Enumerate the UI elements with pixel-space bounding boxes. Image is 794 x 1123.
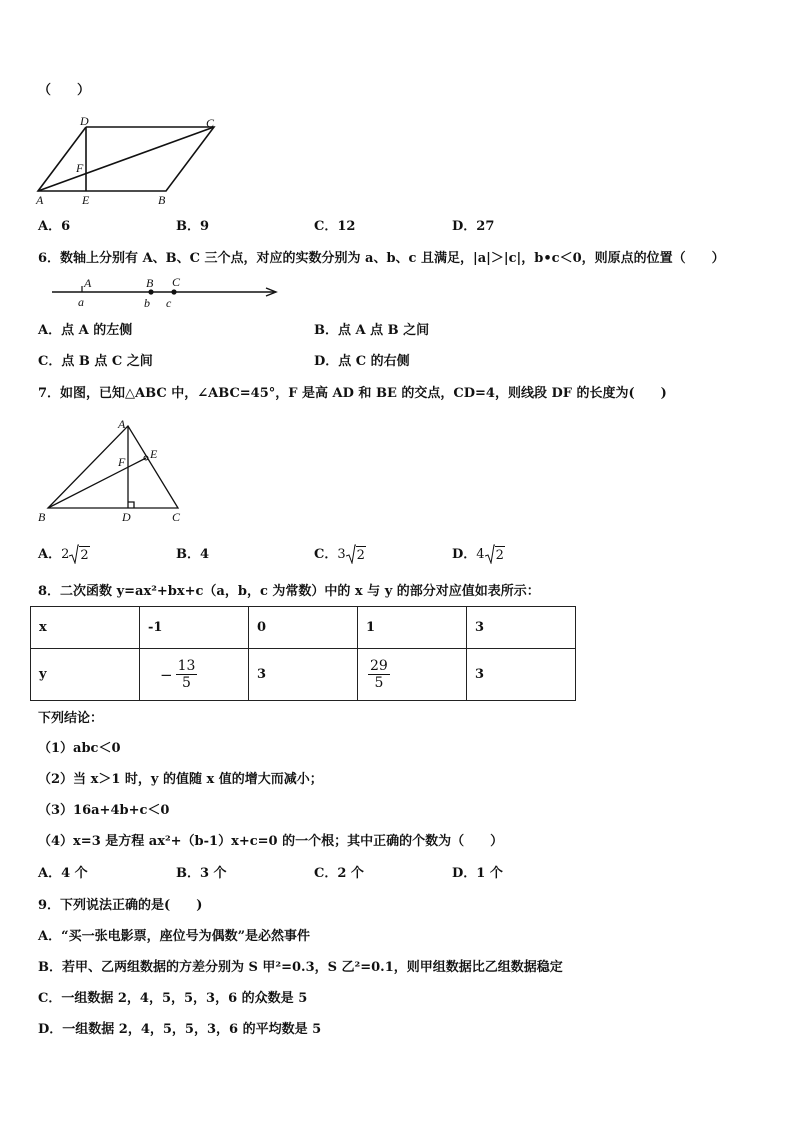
q5-option-b: B．9 [176, 219, 210, 234]
q7-label-D: D [122, 510, 131, 524]
q6-label-b: b [144, 296, 150, 310]
q8-stem: 8．二次函数 y=ax²+bx+c（a，b，c 为常数）中的 x 与 y 的部分对应值如表所示： [38, 584, 540, 599]
q9-option-a: A．“买一张电影票，座位号为偶数”是必然事件 [38, 929, 311, 944]
table-cell [358, 649, 467, 701]
q6-label-c: c [166, 296, 172, 310]
table-cell: 1 [358, 607, 467, 649]
q6-option-d: D．点 C 的右侧 [314, 354, 410, 369]
q7-label-E: E [150, 447, 158, 461]
q8-conclusions-title: 下列结论： [38, 711, 104, 726]
q8-value-table [30, 606, 576, 701]
sqrt-expression: 4 2 [476, 544, 505, 564]
radical-sign-icon [69, 544, 79, 564]
q5-option-d: D．27 [452, 219, 495, 234]
q5-paren: （ ） [38, 83, 91, 98]
q8-conclusion-3: （3）16a+4b+c＜0 [38, 803, 170, 818]
q6-option-b: B．点 A 点 B 之间 [314, 323, 430, 338]
q9-stem: 9．下列说法正确的是( ) [38, 898, 203, 913]
q6-label-B: B [146, 276, 154, 290]
fraction: $\frac{29}{5}$ [370, 658, 388, 691]
q5-label-E: E [82, 193, 90, 207]
q7-option-d: D． 4 2 [452, 544, 505, 564]
q6-option-c: C．点 B 点 C 之间 [38, 354, 153, 369]
q5-label-D: D [80, 114, 89, 128]
table-row [31, 649, 576, 701]
q6-label-a: a [78, 295, 84, 309]
table-cell: 3 [249, 649, 358, 701]
q9-option-b: B．若甲、乙两组数据的方差分别为 S 甲²=0.3，S 乙²=0.1，则甲组数据比乙组数据稳定 [38, 960, 563, 975]
radical-sign-icon [346, 544, 356, 564]
table-cell: 3 [467, 607, 576, 649]
q6-option-a: A．点 A 的左侧 [38, 323, 133, 338]
q7-triangle-figure [34, 416, 194, 528]
q7-label-B: B [38, 510, 46, 524]
q7-option-a: A． 2 2 [38, 544, 90, 564]
q8-conclusion-1: （1）abc＜0 [38, 741, 121, 756]
q7-option-b: B．4 [176, 547, 210, 562]
q7-option-c: C． 3 2 [314, 544, 366, 564]
q5-option-c: C．12 [314, 219, 356, 234]
q8-option-a: A．4 个 [38, 866, 88, 881]
q5-option-a: A．6 [38, 219, 71, 234]
table-row [31, 607, 576, 649]
q5-label-F: F [76, 161, 84, 175]
q7-label-C: C [172, 510, 181, 524]
table-cell: x [31, 607, 140, 649]
q5-label-C: C [206, 116, 215, 130]
radical-sign-icon [485, 544, 495, 564]
table-cell: − $\frac{13}{5}$ [140, 649, 249, 701]
q8-option-c: C．2 个 [314, 866, 364, 881]
q5-parallelogram-figure [34, 112, 234, 212]
q7-stem: 7．如图，已知△ABC 中，∠ABC=45°，F 是高 AD 和 BE 的交点，CD=4，则线段 DF 的长度为( ) [38, 386, 667, 401]
q8-option-b: B．3 个 [176, 866, 227, 881]
q8-conclusion-2: （2）当 x＞1 时，y 的值随 x 值的增大而减小； [38, 772, 323, 787]
q8-conclusion-4: （4）x=3 是方程 ax²+（b-1）x+c=0 的一个根；其中正确的个数为（ ） [38, 834, 504, 849]
sqrt-expression: 3 2 [337, 544, 366, 564]
table-cell: y [31, 649, 140, 701]
q5-label-A: A [36, 193, 44, 207]
q6-stem: 6．数轴上分别有 A、B、C 三个点，对应的实数分别为 a、b、c 且满足，|a|＞|c|，b•c＜0，则原点的位置（ ） [38, 251, 725, 266]
fraction: $\frac{13}{5}$ [177, 658, 196, 691]
table-cell: 3 [467, 649, 576, 701]
q9-option-d: D．一组数据 2，4，5，5，3，6 的平均数是 5 [38, 1022, 322, 1037]
q5-label-B: B [158, 193, 166, 207]
sqrt-expression: 2 2 [61, 544, 90, 564]
q6-label-C: C [172, 276, 181, 289]
q8-option-d: D．1 个 [452, 866, 503, 881]
q7-label-F: F [118, 455, 126, 469]
q7-label-A: A [118, 417, 126, 431]
q9-option-c: C．一组数据 2，4，5，5，3，6 的众数是 5 [38, 991, 308, 1006]
q6-number-line-figure [48, 276, 298, 312]
table-cell: 0 [249, 607, 358, 649]
table-cell: -1 [140, 607, 249, 649]
q6-label-A: A [84, 276, 92, 290]
